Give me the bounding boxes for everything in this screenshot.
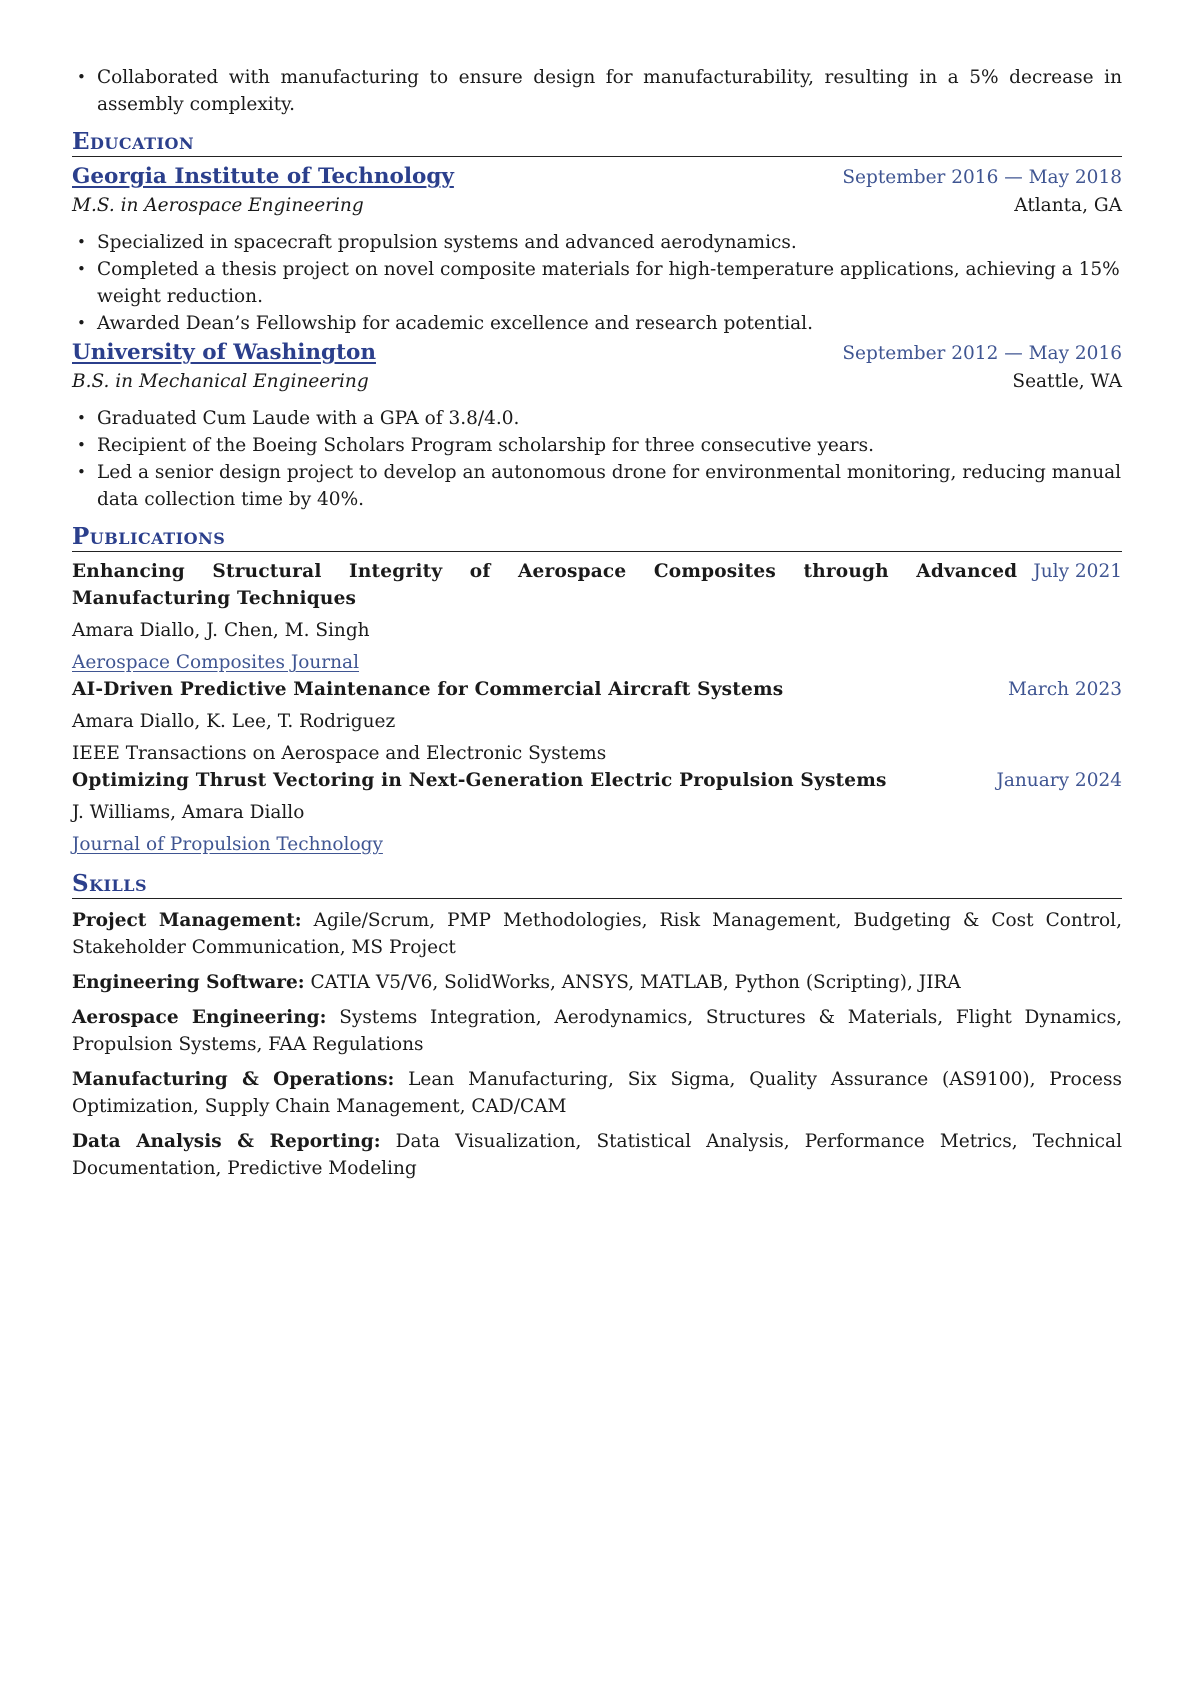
publication-date: March 2023	[1007, 679, 1122, 700]
degree: B.S. in Mechanical Engineering	[72, 371, 369, 392]
publication-venue-link[interactable]: Aerospace Composites Journal	[72, 652, 360, 673]
experience-bullet: • Collaborated with manufacturing to ensure design for manufacturability, resulting in a 5% decrease in assembly complexity.	[97, 64, 1122, 118]
location: Atlanta, GA	[1014, 195, 1122, 216]
education-bullet: • Graduated Cum Laude with a GPA of 3.8/4.0.	[97, 405, 1122, 432]
publication-title: Enhancing Structural Integrity of Aerospace Composites through Advanced Manufacturing Techniques	[72, 561, 1018, 609]
education-bullet: • Completed a thesis project on novel composite materials for high-temperature applications, achieving a 15% weight reduction.	[97, 256, 1122, 310]
publication-title: AI-Driven Predictive Maintenance for Commercial Aircraft Systems	[72, 679, 784, 700]
skill-value: Data Visualization, Statistical Analysis, Performance Metrics, Technical Documentation, Predictive Modeling	[72, 1131, 1122, 1179]
skill-row	[72, 969, 1122, 996]
education-dates: September 2016 — May 2018	[842, 167, 1122, 188]
resume-page	[72, 64, 1122, 1182]
education-bullets	[72, 405, 1122, 513]
publication-authors: Amara Diallo, J. Chen, M. Singh	[72, 620, 370, 641]
skill-row	[72, 1004, 1122, 1058]
publication-venue: IEEE Transactions on Aerospace and Electronic Systems	[72, 743, 607, 764]
skill-row	[72, 1128, 1122, 1182]
publication-item	[72, 558, 1122, 676]
skill-value: Agile/Scrum, PMP Methodologies, Risk Management, Budgeting & Cost Control, Stakeholder Communication, MS Project	[72, 910, 1122, 958]
education-dates: September 2012 — May 2016	[842, 343, 1122, 364]
publication-venue-link[interactable]: Journal of Propulsion Technology	[72, 834, 383, 855]
education-bullet: • Awarded Dean’s Fellowship for academic excellence and research potential.	[97, 310, 1122, 337]
skill-label: Project Management:	[72, 910, 302, 931]
education-entry	[72, 337, 1122, 513]
skill-label: Manufacturing & Operations:	[72, 1069, 395, 1090]
education-bullet: • Led a senior design project to develop an autonomous drone for environmental monitoring, reducing manual data collection time by 40%.	[97, 459, 1122, 513]
skill-row	[72, 907, 1122, 961]
publication-authors: Amara Diallo, K. Lee, T. Rodriguez	[72, 711, 396, 732]
skill-value: Systems Integration, Aerodynamics, Structures & Materials, Flight Dynamics, Propulsion Systems, FAA Regulations	[72, 1007, 1122, 1055]
publication-date: January 2024	[996, 770, 1122, 791]
skill-label: Data Analysis & Reporting:	[72, 1131, 381, 1152]
skills-heading: Skills	[72, 866, 1122, 899]
education-bullet: • Specialized in spacecraft propulsion systems and advanced aerodynamics.	[97, 229, 1122, 256]
education-entry	[72, 161, 1122, 337]
experience-bullets	[72, 64, 1122, 118]
education-bullet: • Recipient of the Boeing Scholars Program scholarship for three consecutive years.	[97, 432, 1122, 459]
publication-authors: J. Williams, Amara Diallo	[72, 802, 305, 823]
education-heading: Education	[72, 124, 1122, 157]
skill-value: CATIA V5/V6, SolidWorks, ANSYS, MATLAB, Python (Scripting), JIRA	[310, 972, 961, 993]
publication-item	[72, 767, 1122, 858]
publication-date: July 2021	[1033, 561, 1122, 582]
skill-label: Aerospace Engineering:	[72, 1007, 327, 1028]
school-link[interactable]: Georgia Institute of Technology	[72, 164, 454, 189]
education-bullets	[72, 229, 1122, 337]
skill-label: Engineering Software:	[72, 972, 305, 993]
skill-row	[72, 1066, 1122, 1120]
publication-item	[72, 676, 1122, 767]
skill-value: Lean Manufacturing, Six Sigma, Quality Assurance (AS9100), Process Optimization, Supply Chain Management, CAD/CAM	[72, 1069, 1122, 1117]
location: Seattle, WA	[1012, 371, 1122, 392]
degree: M.S. in Aerospace Engineering	[72, 195, 364, 216]
publications-heading: Publications	[72, 519, 1122, 552]
publication-title: Optimizing Thrust Vectoring in Next-Generation Electric Propulsion Systems	[72, 770, 887, 791]
school-link[interactable]: University of Washington	[72, 340, 376, 365]
